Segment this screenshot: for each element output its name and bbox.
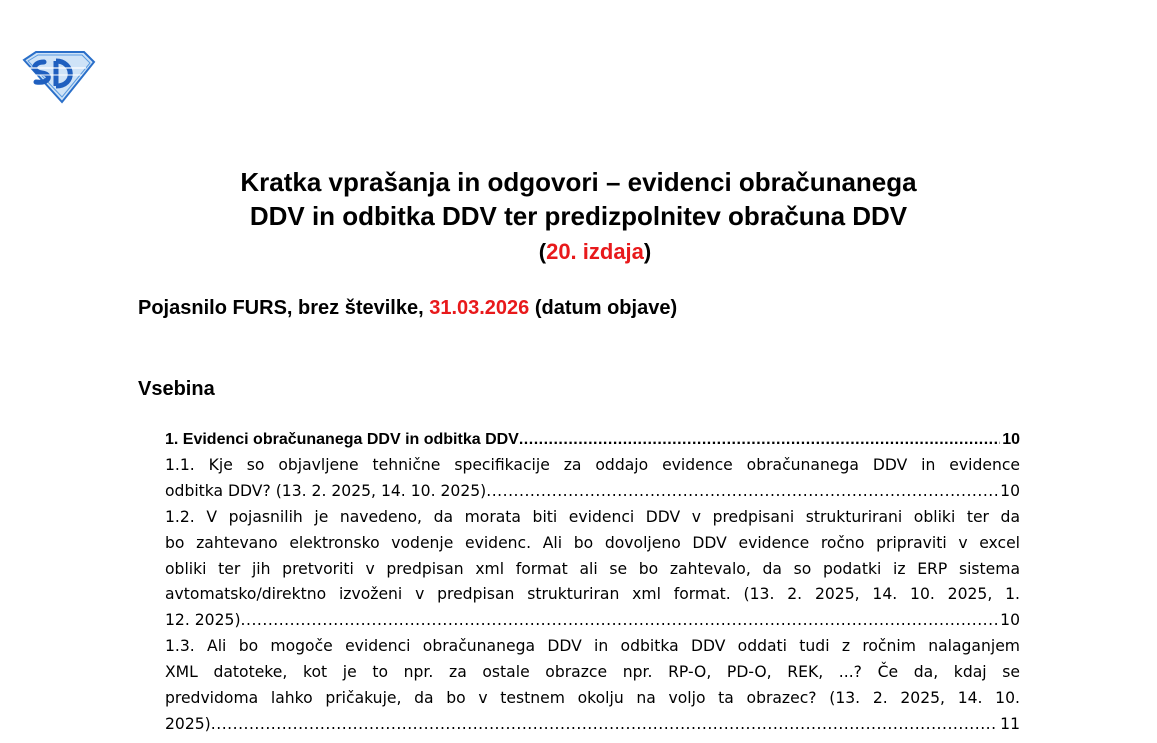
toc-page-number: 10 (1002, 431, 1020, 448)
toc-entry-text: 1.2. V pojasnilih je navedeno, da morata biti evidenci DDV v predpisani strukturirani obliki ter da (165, 507, 1020, 526)
toc-entry-last-line (165, 427, 1020, 453)
toc-entry-1[interactable] (165, 427, 1020, 453)
toc-entry-text: 1. Evidenci obračunanega DDV in odbitka DDV (165, 431, 519, 448)
toc-entry-text: 12. 2025) (165, 611, 241, 630)
title-line-2: DDV in odbitka DDV ter predizpolnitev obračuna DDV (249, 201, 908, 231)
toc-entry-1-1[interactable] (165, 453, 1020, 505)
toc-leader-dots (211, 712, 998, 738)
toc-entry-text: bo zahtevano elektronsko vodenje evidenc. Ali bo dovoljeno DDV evidence ročno pripraviti v excel (165, 533, 1020, 552)
toc-entry-last-line (165, 608, 1020, 634)
edition-number: 20. izdaja (546, 239, 644, 264)
table-of-contents (165, 427, 1020, 738)
toc-entry-1-3[interactable] (165, 634, 1020, 738)
toc-entry-text: predvidoma lahko pričakuje, da bo v testnem okolju na voljo ta obrazec? (13. 2. 2025, 14. 10. (165, 689, 1020, 708)
toc-entry-last-line (165, 479, 1020, 505)
toc-leader-dots (486, 479, 998, 505)
publication-date: 31.03.2026 (429, 297, 530, 319)
publication-prefix: Pojasnilo FURS, brez številke, (138, 297, 430, 319)
toc-leader-dots (519, 427, 1000, 453)
toc-heading: Vsebina (138, 378, 215, 400)
toc-entry-1-2[interactable] (165, 505, 1020, 635)
publication-info (138, 295, 677, 321)
edition-label (0, 238, 1157, 266)
toc-entry-text: 1.1. Kje so objavljene tehnične specifikacije za oddajo evidence obračunanega DDV in evidence (165, 455, 1020, 474)
toc-entry-text: odbitka DDV? (13. 2. 2025, 14. 10. 2025) (165, 481, 487, 500)
toc-page-number: 10 (1000, 481, 1020, 500)
toc-entry-text: 1.3. Ali bo mogoče evidenci obračunanega DDV in odbitka DDV oddati tudi z ročnim nalaganjem (165, 637, 1020, 656)
furs-logo-icon (22, 48, 96, 104)
edition-open: ( (538, 239, 547, 264)
toc-entry-text: 2025) (165, 714, 211, 733)
toc-entry-last-line (165, 712, 1020, 738)
toc-leader-dots (241, 608, 999, 634)
edition-close: ) (643, 239, 652, 264)
toc-page-number: 10 (1000, 611, 1020, 630)
toc-entry-text: avtomatsko/direktno izvoženi v predpisan strukturiran xml format. (13. 2. 2025, 14. 10. 2025, 1. (165, 585, 1020, 604)
publication-suffix: (datum objave) (529, 297, 678, 319)
toc-page-number: 11 (1000, 714, 1020, 733)
toc-entry-text: XML datoteke, kot je to npr. za ostale obrazce npr. RP-O, PD-O, REK, ...? Če da, kdaj se (165, 663, 1020, 682)
title-line-1: Kratka vprašanja in odgovori – evidenci obračunanega (240, 167, 917, 197)
document-title (0, 165, 1157, 233)
toc-entry-text: obliki ter jih pretvoriti v predpisan xml format ali se bo zahtevalo, da so podatki iz ERP sistema (165, 559, 1020, 578)
